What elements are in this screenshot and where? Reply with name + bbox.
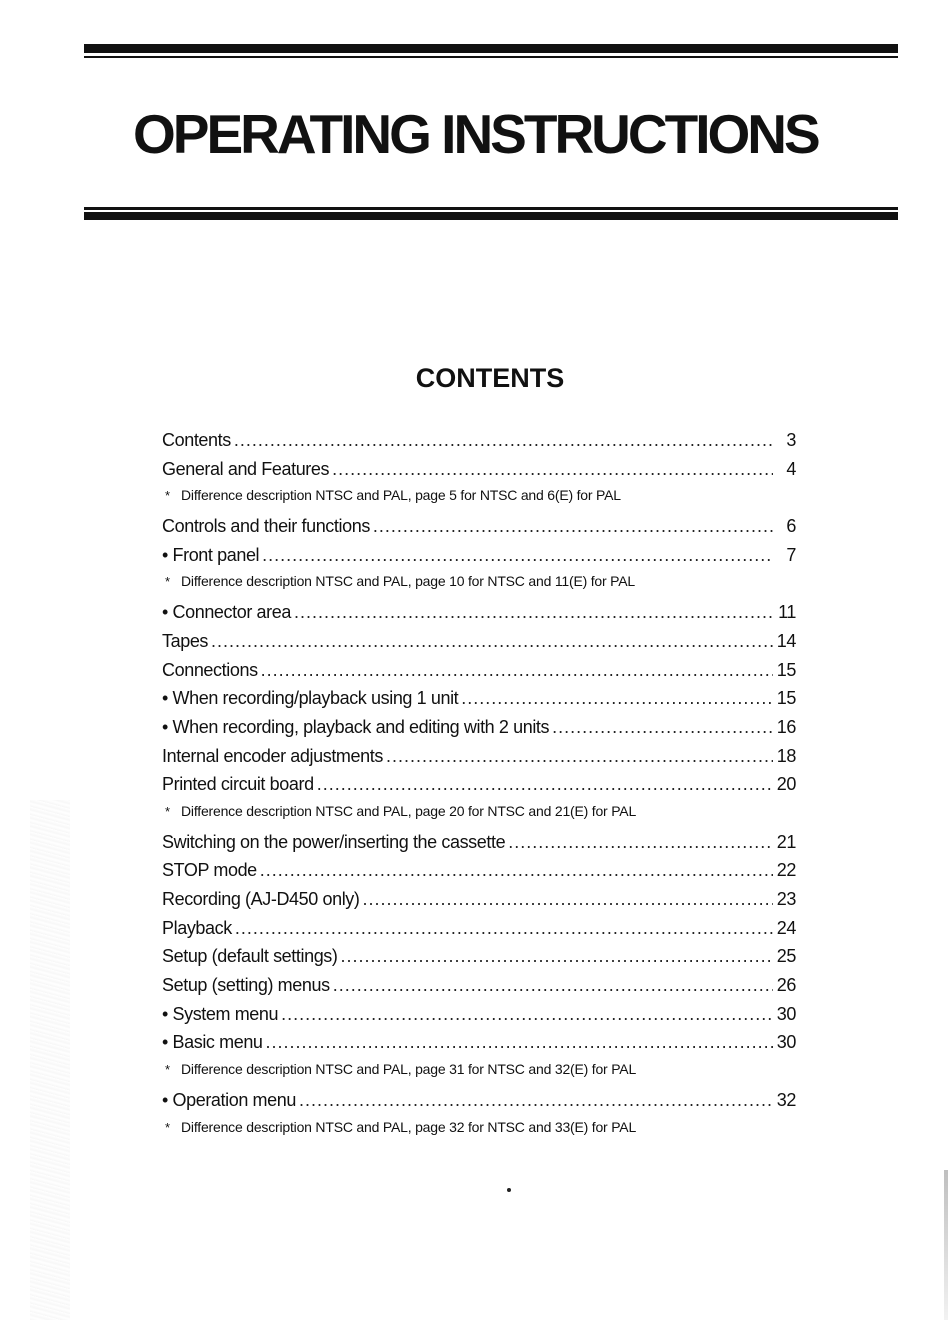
toc-page-number: 15 bbox=[776, 688, 796, 709]
toc-entry-title: Tapes bbox=[162, 630, 209, 651]
header-top-rule-thin bbox=[84, 56, 898, 58]
toc-entry bbox=[162, 774, 796, 803]
toc-page-number: 22 bbox=[776, 860, 796, 881]
toc-entry bbox=[162, 688, 796, 717]
dot-leader bbox=[262, 545, 773, 566]
toc-note bbox=[162, 803, 796, 832]
toc-page-number: 21 bbox=[776, 831, 796, 852]
toc-entry-title: Controls and their functions bbox=[162, 516, 370, 537]
toc-entry-title: • System menu bbox=[162, 1003, 279, 1024]
dot-leader bbox=[333, 975, 773, 996]
dot-leader bbox=[386, 746, 773, 767]
toc-entry-title: Setup (default settings) bbox=[162, 946, 338, 967]
toc-page-number: 26 bbox=[776, 975, 796, 996]
toc-page-number: 23 bbox=[776, 889, 796, 909]
toc-note bbox=[162, 1061, 796, 1090]
header-bottom-rule bbox=[84, 212, 898, 220]
toc-page-number: 30 bbox=[776, 1003, 796, 1024]
note-marker: * bbox=[165, 1062, 170, 1078]
toc-note bbox=[162, 1119, 796, 1148]
toc-entry bbox=[162, 602, 796, 631]
toc-entry-title: Playback bbox=[162, 917, 232, 938]
toc-entry bbox=[162, 516, 796, 545]
toc-entry bbox=[162, 860, 796, 889]
scan-edge-mark bbox=[944, 1170, 948, 1320]
toc-entry bbox=[162, 946, 796, 975]
dot-leader bbox=[234, 430, 773, 451]
dot-leader bbox=[552, 717, 773, 738]
toc-entry bbox=[162, 889, 796, 918]
toc-entry bbox=[162, 1004, 796, 1033]
toc-page-number: 7 bbox=[786, 544, 796, 565]
dot-leader bbox=[260, 860, 773, 881]
dot-leader bbox=[508, 832, 773, 853]
dot-leader bbox=[341, 946, 773, 967]
toc-note-text: Difference description NTSC and PAL, page 10 for NTSC and 11(E) for PAL bbox=[181, 573, 635, 590]
toc-note bbox=[162, 487, 796, 516]
toc-page-number: 11 bbox=[778, 602, 796, 623]
dot-leader bbox=[461, 688, 773, 709]
toc-entry bbox=[162, 975, 796, 1004]
toc-entry-title: • When recording, playback and editing with 2 units bbox=[162, 716, 550, 737]
toc-entry bbox=[162, 746, 796, 775]
toc-page-number: 4 bbox=[786, 458, 796, 479]
toc-page-number: 16 bbox=[776, 716, 796, 737]
toc-note bbox=[162, 573, 796, 602]
toc-page-number: 18 bbox=[776, 745, 796, 766]
dot-leader bbox=[299, 1090, 773, 1111]
toc-page-number: 15 bbox=[776, 659, 796, 680]
table-of-contents bbox=[162, 430, 796, 1147]
toc-entry-title: Internal encoder adjustments bbox=[162, 745, 383, 766]
toc-page-number: 24 bbox=[776, 917, 796, 938]
dot-leader bbox=[332, 459, 773, 480]
header-top-rule bbox=[84, 44, 898, 53]
toc-page-number: 3 bbox=[786, 430, 796, 450]
toc-entry bbox=[162, 717, 796, 746]
toc-note-text: Difference description NTSC and PAL, page 5 for NTSC and 6(E) for PAL bbox=[181, 487, 621, 504]
dot-leader bbox=[373, 516, 773, 537]
dot-leader bbox=[363, 889, 774, 910]
toc-entry-title: • Connector area bbox=[162, 602, 291, 623]
page-title: OPERATING INSTRUCTIONS bbox=[133, 103, 818, 165]
contents-heading: CONTENTS bbox=[415, 363, 565, 393]
toc-page-number: 6 bbox=[786, 516, 796, 537]
toc-entry-title: Switching on the power/inserting the cassette bbox=[162, 831, 506, 852]
toc-entry-title: General and Features bbox=[162, 458, 330, 479]
toc-page-number: 25 bbox=[776, 946, 796, 967]
toc-entry-title: Recording (AJ-D450 only) bbox=[162, 889, 360, 909]
toc-entry-title: STOP mode bbox=[162, 860, 257, 881]
toc-entry-title: • Front panel bbox=[162, 544, 260, 565]
toc-entry bbox=[162, 545, 796, 574]
note-marker: * bbox=[165, 1119, 170, 1135]
toc-entry-title: • Operation menu bbox=[162, 1089, 296, 1110]
dot-leader bbox=[294, 602, 773, 623]
scan-speckle bbox=[30, 800, 70, 1320]
note-marker: * bbox=[165, 574, 170, 590]
toc-page-number: 30 bbox=[776, 1032, 796, 1053]
dot-leader bbox=[266, 1032, 773, 1053]
toc-entry-title: Contents bbox=[162, 430, 231, 450]
toc-page-number: 20 bbox=[776, 774, 796, 795]
note-marker: * bbox=[165, 488, 170, 504]
toc-entry bbox=[162, 832, 796, 861]
toc-page-number: 14 bbox=[776, 630, 796, 651]
toc-note-text: Difference description NTSC and PAL, page 32 for NTSC and 33(E) for PAL bbox=[181, 1118, 637, 1135]
scan-dot bbox=[507, 1188, 511, 1192]
header-bottom-rule-thin bbox=[84, 207, 898, 210]
toc-note-text: Difference description NTSC and PAL, page 31 for NTSC and 32(E) for PAL bbox=[181, 1061, 637, 1078]
dot-leader bbox=[317, 774, 773, 795]
toc-entry bbox=[162, 918, 796, 947]
toc-entry bbox=[162, 631, 796, 660]
toc-entry-title: Connections bbox=[162, 659, 258, 680]
toc-entry bbox=[162, 1090, 796, 1119]
dot-leader bbox=[281, 1004, 773, 1025]
dot-leader bbox=[235, 918, 773, 939]
toc-entry-title: Setup (setting) menus bbox=[162, 975, 330, 996]
toc-note-text: Difference description NTSC and PAL, page 20 for NTSC and 21(E) for PAL bbox=[181, 802, 637, 819]
note-marker: * bbox=[165, 803, 170, 819]
toc-entry-title: • Basic menu bbox=[162, 1032, 263, 1053]
toc-entry bbox=[162, 1032, 796, 1061]
toc-entry bbox=[162, 660, 796, 689]
toc-entry-title: • When recording/playback using 1 unit bbox=[162, 688, 459, 709]
toc-page-number: 32 bbox=[776, 1089, 796, 1110]
toc-entry bbox=[162, 430, 796, 459]
toc-entry-title: Printed circuit board bbox=[162, 774, 314, 795]
toc-entry bbox=[162, 459, 796, 488]
dot-leader bbox=[211, 631, 773, 652]
dot-leader bbox=[261, 660, 773, 681]
